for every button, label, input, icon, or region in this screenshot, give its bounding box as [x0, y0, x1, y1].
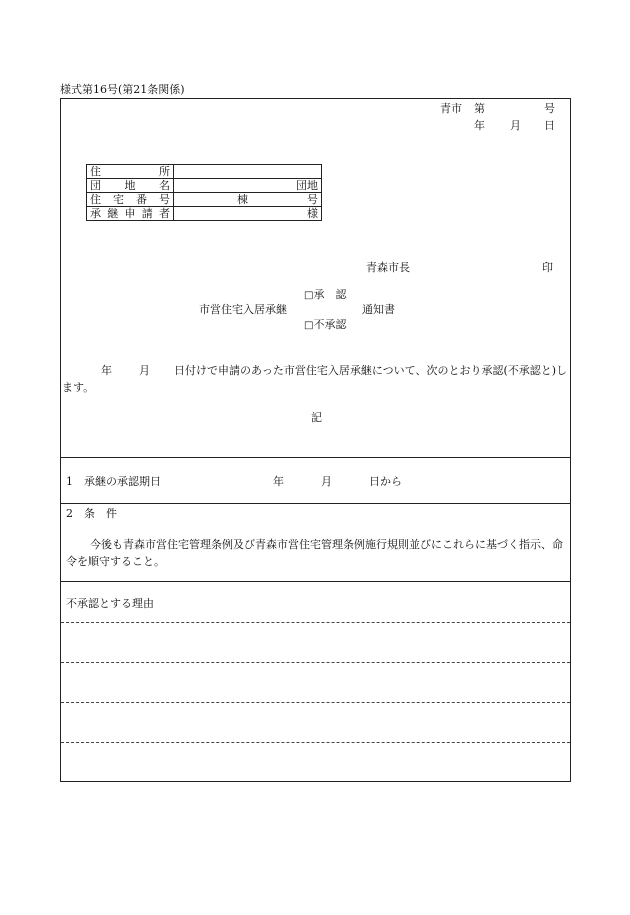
body-year: 年: [101, 364, 112, 377]
danchi-value[interactable]: 団地: [174, 179, 322, 193]
table-row: [87, 179, 322, 193]
section2-text: 今後も青森市営住宅管理条例及び青森市営住宅管理条例施行規則並びにこれらに基づく指示、命令を順守すること。: [66, 538, 563, 568]
section1-nen: 年: [273, 475, 284, 488]
house-number-label: 住宅番号: [87, 193, 174, 207]
approve-label: 承 認: [313, 288, 347, 301]
reason-label: 不承認とする理由: [66, 597, 154, 610]
seal-mark: 印: [542, 261, 553, 274]
section1-hikara: 日から: [369, 475, 402, 488]
building-suffix: 棟: [237, 193, 248, 206]
section1-label: 1 承継の承認期日: [66, 475, 161, 488]
table-row: [87, 207, 322, 221]
body-month: 月: [139, 364, 150, 377]
table-row: [87, 165, 322, 179]
divider: [60, 503, 571, 504]
number-suffix: 号: [307, 193, 318, 206]
applicant-value[interactable]: 様: [174, 207, 322, 221]
header-nen: 年: [474, 119, 485, 132]
approve-option[interactable]: [304, 289, 346, 301]
disapprove-label: 不承認: [313, 318, 347, 331]
approve-checkbox[interactable]: □: [304, 290, 314, 301]
reason-line[interactable]: [61, 622, 570, 623]
divider: [60, 581, 571, 582]
disapprove-checkbox[interactable]: □: [304, 320, 314, 331]
reason-line[interactable]: [61, 702, 570, 703]
header-dai: 第: [474, 102, 485, 115]
house-number-value[interactable]: [174, 193, 322, 207]
notice-right-title: 通知書: [362, 303, 395, 316]
applicant-info-table: [86, 164, 322, 221]
form-title: 様式第16号(第21条関係): [60, 83, 185, 96]
table-row: [87, 193, 322, 207]
reason-line[interactable]: [61, 742, 570, 743]
header-gou: 号: [544, 102, 555, 115]
mayor-title: 青森市長: [366, 261, 410, 274]
reason-line[interactable]: [61, 662, 570, 663]
section1-tsuki: 月: [321, 475, 332, 488]
address-label: 住所: [87, 165, 174, 179]
divider: [60, 457, 571, 458]
disapprove-option[interactable]: [304, 319, 346, 331]
applicant-label: 承継申請者: [87, 207, 174, 221]
notice-left-title: 市営住宅入居承継: [199, 303, 287, 316]
section2-label: 2 条 件: [66, 507, 117, 520]
ki-mark: 記: [311, 411, 322, 424]
header-hi: 日: [544, 119, 555, 132]
address-value[interactable]: [174, 165, 322, 179]
danchi-label: 団地名: [87, 179, 174, 193]
body-sentence: 日付けで申請のあった市営住宅入居承継について、次のとおり承認(不承認と)します。: [62, 364, 568, 394]
header-city: 青市: [440, 102, 462, 115]
header-tsuki: 月: [510, 119, 521, 132]
